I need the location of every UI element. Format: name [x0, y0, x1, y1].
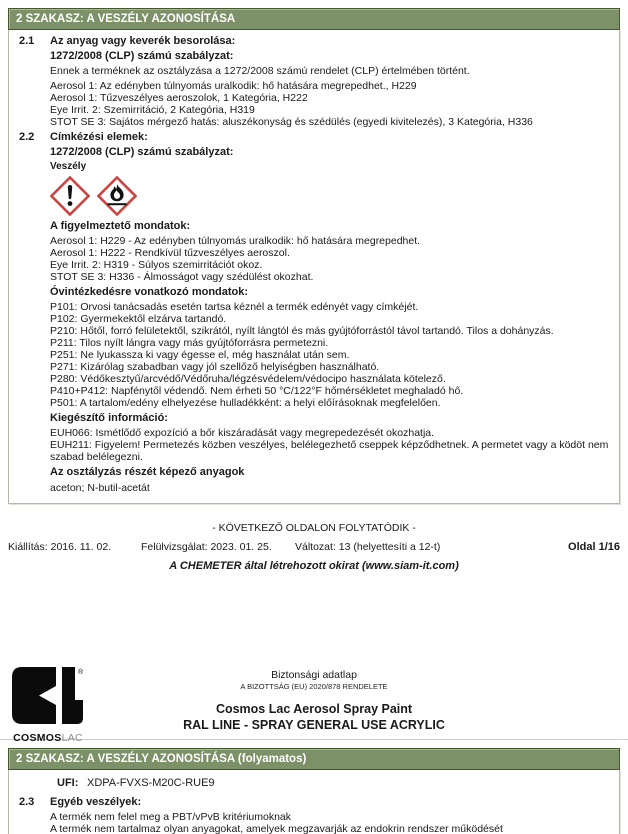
precautionary-statements-heading: Óvintézkedésre vonatkozó mondatok:: [50, 286, 249, 298]
supplementary-info-heading: Kiegészítő információ:: [50, 412, 168, 424]
page2-header: [0, 664, 628, 834]
precautionary-statement: P102: Gyermekektől elzárva tartandó.: [50, 313, 227, 325]
precautionary-statement: P410+P412: Napfénytől védendő. Nem érheti 50 °C/122°F hőmérsékletet meghaladó hő.: [50, 385, 464, 397]
ghs-pictograms: [50, 176, 615, 216]
ufi-label: UFI:: [57, 777, 79, 789]
subsection-2-3-heading: [19, 796, 615, 808]
document-type-title: Biztonsági adatlap: [271, 669, 357, 681]
ufi-value: XDPA-FVXS-M20C-RUE9: [87, 777, 215, 789]
section-2-continued-content: [8, 770, 620, 834]
precautionary-statement: P210: Hőtől, forró felületektől, szikrától, nyílt lángtól és más gyújtóforrástól távol tartandó. Tilos a dohányzás.: [50, 325, 554, 337]
brand-lac: LAC: [61, 732, 83, 744]
generator-credit: A CHEMETER által létrehozott okirat (www.siam-it.com): [169, 560, 459, 572]
cosmoslac-logo: [8, 667, 88, 744]
top-margin: [0, 0, 628, 8]
hazard-statements-list: [50, 235, 615, 283]
section-2-continued-banner: [8, 748, 620, 770]
classification-item: Aerosol 1: Tűzveszélyes aeroszolok, 1 Kategória, H222: [50, 92, 308, 104]
header-divider: [0, 739, 628, 740]
subsection-title: Egyéb veszélyek:: [50, 796, 142, 808]
subsection-title: Címkézési elemek:: [50, 131, 148, 143]
exclamation-mark-pictogram-icon: [50, 176, 90, 216]
revision-date: Felülvizsgálat: 2023. 01. 25.: [141, 541, 272, 553]
supplementary-statement: EUH066: Ismétlődő expozíció a bőr kiszáradását vagy megrepedezését okozhatja.: [50, 427, 435, 439]
subsection-number: 2.2: [19, 131, 35, 143]
section-2-continued-banner-title: 2 SZAKASZ: A VESZÉLY AZONOSÍTÁSA (folyamatos): [16, 753, 307, 765]
subsection-number: 2.3: [19, 796, 35, 808]
precautionary-statement: P501: A tartalom/edény elhelyezése hulladékként: a helyi előírásoknak megfelelően.: [50, 397, 441, 409]
classification-substances-value: aceton; N-butil-acetát: [50, 482, 150, 494]
subsection-2-2-heading: [19, 131, 615, 143]
cosmoslac-wordmark: [8, 732, 88, 744]
document-header-center: [0, 664, 628, 733]
precautionary-statements-list: [50, 301, 615, 409]
issue-date: Kiállítás: 2016. 11. 02.: [8, 541, 112, 553]
page-number: Oldal 1/16: [568, 541, 620, 553]
subsection-number: 2.1: [19, 35, 35, 47]
registered-trademark-symbol: ®: [78, 669, 84, 676]
ufi-row: [57, 777, 615, 789]
hazard-statement: Eye Irrit. 2: H319 - Súlyos szemirritációt okoz.: [50, 259, 263, 271]
signal-word: Veszély: [50, 161, 87, 172]
hazard-statement: Aerosol 1: H229 - Az edényben túlnyomás uralkodik: hő hatására megrepedhet.: [50, 235, 421, 247]
precautionary-statement: P271: Kizárólag szabadban vagy jól szellőző helyiségben használható.: [50, 361, 380, 373]
precautionary-statement: P211: Tilos nyílt lángra vagy más gyújtóforrásra permetezni.: [50, 337, 329, 349]
section-2-content: [8, 30, 620, 504]
continues-next-page-text: - KÖVETKEZŐ OLDALON FOLYTATÓDIK -: [212, 522, 416, 534]
section-2-banner: [8, 8, 620, 30]
classification-item: Eye Irrit. 2: Szemirritáció, 2 Kategória, H319: [50, 104, 255, 116]
page-footer: [0, 522, 628, 572]
hazard-statement: Aerosol 1: H222 - Rendkívül tűzveszélyes aeroszol.: [50, 247, 290, 259]
clp-intro-text: Ennek a terméknek az osztályzása a 1272/2008 számú rendelet (CLP) értelmében történt.: [50, 65, 470, 77]
subsection-title: Az anyag vagy keverék besorolása:: [50, 35, 236, 47]
supplementary-statements-list: [50, 427, 615, 463]
cosmoslac-logo-mark-icon: [12, 669, 84, 730]
other-hazard-statement: A termék nem tartalmaz olyan anyagokat, amelyek megzavarják az endokrin rendszer működését: [50, 823, 503, 834]
brand-cosmos: COSMOS: [13, 732, 62, 744]
classification-item: STOT SE 3: Sajátos mérgező hatás: aluszékonyság és szédülés (egyedi kivitelezés), 3 Kategória, H336: [50, 116, 533, 128]
precautionary-statement: P251: Ne lyukassza ki vagy égesse el, még használat után sem.: [50, 349, 350, 361]
classification-list: [50, 80, 615, 128]
classification-item: Aerosol 1: Az edényben túlnyomás uralkodik: hő hatására megrepedhet., H229: [50, 80, 417, 92]
regulation-reference: A BIZOTTSÁG (EU) 2020/878 RENDELETE: [240, 682, 388, 691]
footer-meta-row: [0, 541, 628, 555]
product-name-line1: Cosmos Lac Aerosol Spray Paint: [215, 702, 413, 716]
flame-pictogram-icon: [97, 176, 137, 216]
clp-regulation-heading: 1272/2008 (CLP) számú szabályzat:: [50, 50, 234, 62]
section-2-banner-title: 2 SZAKASZ: A VESZÉLY AZONOSÍTÁSA: [16, 13, 236, 25]
precautionary-statement: P280: Védőkesztyű/arcvédő/Védőruha/légzésvédelem/védocipo használata kötelező.: [50, 373, 446, 385]
other-hazard-statement: A termék nem felel meg a PBT/vPvB kritériumoknak: [50, 811, 292, 823]
supplementary-statement: EUH211: Figyelem! Permetezés közben veszélyes, belélegezhető cseppek képződhetnek. A permetet vagy a ködöt nem szabad belélegezni.: [50, 439, 609, 463]
version-info: Változat: 13 (helyettesíti a 12-t): [295, 541, 441, 553]
product-name-line2: RAL LINE - SPRAY GENERAL USE ACRYLIC: [183, 718, 445, 732]
subsection-2-1-heading: [19, 35, 615, 47]
precautionary-statement: P101: Orvosi tanácsadás esetén tartsa kéznél a termék edényét vagy címkéjét.: [50, 301, 419, 313]
classification-substances-heading: Az osztályzás részét képező anyagok: [50, 466, 245, 478]
clp-regulation-heading-2: 1272/2008 (CLP) számú szabályzat:: [50, 146, 234, 158]
hazard-statement: STOT SE 3: H336 - Álmosságot vagy szédülést okozhat.: [50, 271, 314, 283]
hazard-statements-heading: A figyelmeztető mondatok:: [50, 220, 191, 232]
